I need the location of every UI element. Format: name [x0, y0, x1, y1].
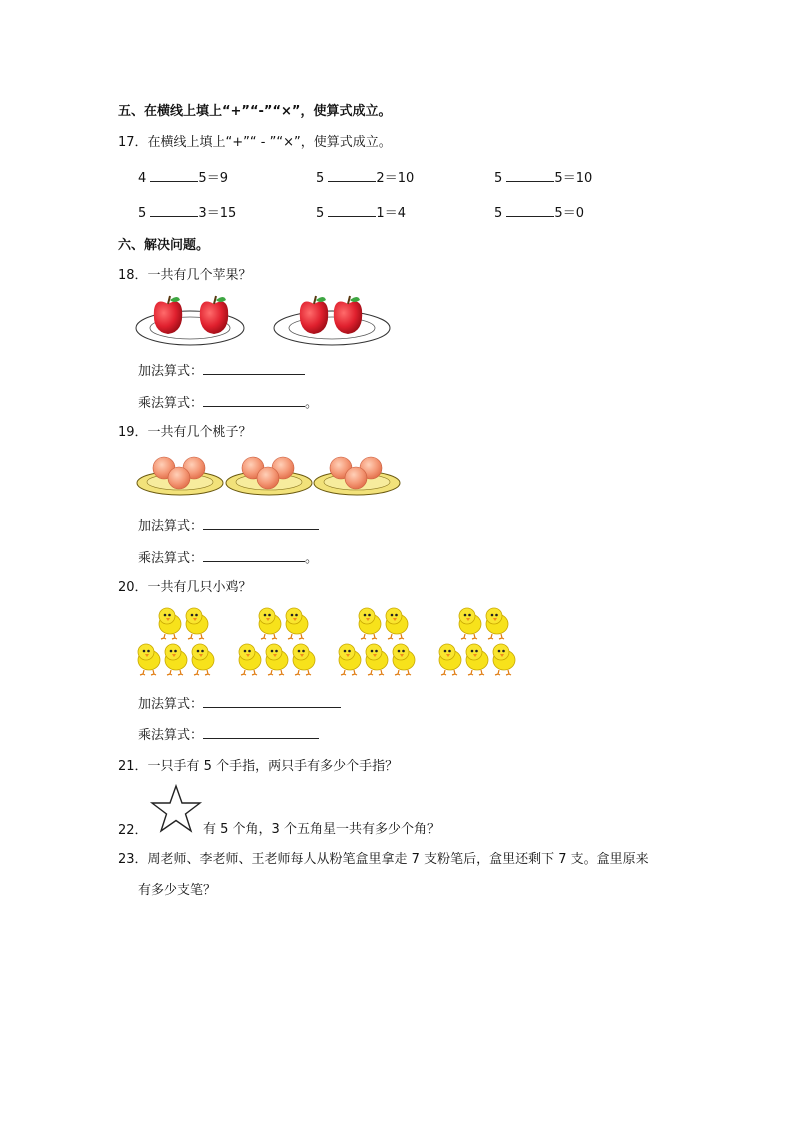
equation-left: 5	[316, 171, 325, 186]
addition-label: 加法算式：	[138, 697, 204, 712]
section-heading-6: 六、解决问题。	[118, 238, 210, 253]
chick-icon	[192, 644, 214, 675]
equation-left: 5	[316, 206, 325, 221]
chick-icon	[239, 644, 261, 675]
answer-blank[interactable]	[203, 726, 319, 739]
addition-answer-line	[138, 695, 341, 713]
equation	[494, 169, 592, 187]
addition-answer-line	[138, 517, 319, 535]
period: 。	[305, 396, 319, 411]
multiplication-label: 乘法算式：	[138, 551, 204, 566]
question-text: 在横线上填上“+”“ - ”“×”，使算式成立。	[147, 135, 392, 150]
multiplication-label: 乘法算式：	[138, 396, 204, 411]
chicks-illustration	[136, 606, 520, 680]
answer-blank[interactable]	[203, 517, 319, 530]
equation	[138, 204, 236, 222]
answer-blank[interactable]	[150, 169, 198, 182]
equation	[138, 169, 228, 187]
apple-icon	[154, 296, 182, 334]
question-text-line2: 有多少支笔？	[138, 883, 217, 898]
apple-plates-illustration	[134, 292, 396, 350]
equation-left: 5	[494, 206, 503, 221]
chick-icon	[359, 608, 381, 639]
answer-blank[interactable]	[328, 204, 376, 217]
chick-icon	[459, 608, 481, 639]
chick-icon	[366, 644, 388, 675]
chick-icon	[159, 608, 181, 639]
equation-left: 4	[138, 171, 147, 186]
chick-icon	[293, 644, 315, 675]
chick-icon	[339, 644, 361, 675]
chick-icon	[186, 608, 208, 639]
question-number: 18．	[118, 268, 148, 283]
equation-left: 5	[494, 171, 503, 186]
chick-icon	[165, 644, 187, 675]
chick-icon	[466, 644, 488, 675]
question-number: 19．	[118, 425, 148, 440]
equation	[494, 204, 584, 222]
chick-icon	[493, 644, 515, 675]
question-text-line1: 周老师、李老师、王老师每人从粉笔盒里拿走 7 支粉笔后，盒里还剩下 7 支。盒里原来	[147, 852, 649, 867]
question-number: 17．	[118, 135, 148, 150]
equation-right: 5＝10	[554, 171, 593, 186]
answer-blank[interactable]	[506, 204, 554, 217]
chick-icon	[138, 644, 160, 675]
chick-icon	[439, 644, 461, 675]
multiplication-answer-line	[138, 726, 319, 744]
section-heading-5: 五、在横线上填上“+”“-”“×”，使算式成立。	[118, 104, 392, 119]
question-text: 一共有几个桃子？	[147, 425, 252, 440]
peach-plate-icon	[226, 457, 312, 495]
apple-icon	[300, 296, 328, 334]
period: 。	[305, 551, 319, 566]
answer-blank[interactable]	[506, 169, 554, 182]
chick-icon	[266, 644, 288, 675]
multiplication-answer-line	[138, 394, 318, 412]
multiplication-label: 乘法算式：	[138, 728, 204, 743]
question-number: 21．	[118, 759, 148, 774]
question-23	[118, 852, 649, 868]
question-21	[118, 759, 398, 775]
addition-label: 加法算式：	[138, 519, 204, 534]
answer-blank[interactable]	[203, 362, 305, 375]
question-19	[118, 425, 252, 441]
question-text: 一只手有 5 个手指，两只手有多少个手指？	[147, 759, 399, 774]
chick-icon	[486, 608, 508, 639]
chick-icon	[393, 644, 415, 675]
question-text: 一共有几只小鸡？	[147, 580, 252, 595]
addition-label: 加法算式：	[138, 364, 204, 379]
chick-icon	[386, 608, 408, 639]
answer-blank[interactable]	[203, 549, 305, 562]
equation-right: 1＝4	[376, 206, 406, 221]
question-17	[118, 135, 392, 151]
equation-left: 5	[138, 206, 147, 221]
question-20	[118, 580, 252, 596]
peach-plates-illustration	[136, 451, 404, 497]
answer-blank[interactable]	[150, 204, 198, 217]
equation	[316, 204, 406, 222]
question-number: 20．	[118, 580, 148, 595]
multiplication-answer-line	[138, 549, 318, 567]
question-number: 23．	[118, 852, 148, 867]
chick-icon	[286, 608, 308, 639]
chick-icon	[259, 608, 281, 639]
apple-icon	[200, 296, 228, 334]
equation-right: 3＝15	[198, 206, 237, 221]
answer-blank[interactable]	[328, 169, 376, 182]
question-text: 一共有几个苹果？	[147, 268, 252, 283]
addition-answer-line	[138, 362, 305, 380]
equation-right: 5＝0	[554, 206, 584, 221]
question-18	[118, 268, 252, 284]
peach-plate-icon	[314, 457, 400, 495]
equation-right: 2＝10	[376, 171, 415, 186]
apple-icon	[334, 296, 362, 334]
equation	[316, 169, 414, 187]
equation-right: 5＝9	[198, 171, 228, 186]
star-outline-icon	[150, 784, 202, 834]
peach-plate-icon	[137, 457, 223, 495]
answer-blank[interactable]	[203, 394, 305, 407]
question-22-number: 22．	[118, 823, 148, 838]
plate-icon	[274, 311, 390, 345]
answer-blank[interactable]	[203, 695, 341, 708]
question-22-text: 有 5 个角，3 个五角星一共有多少个角？	[203, 822, 440, 837]
